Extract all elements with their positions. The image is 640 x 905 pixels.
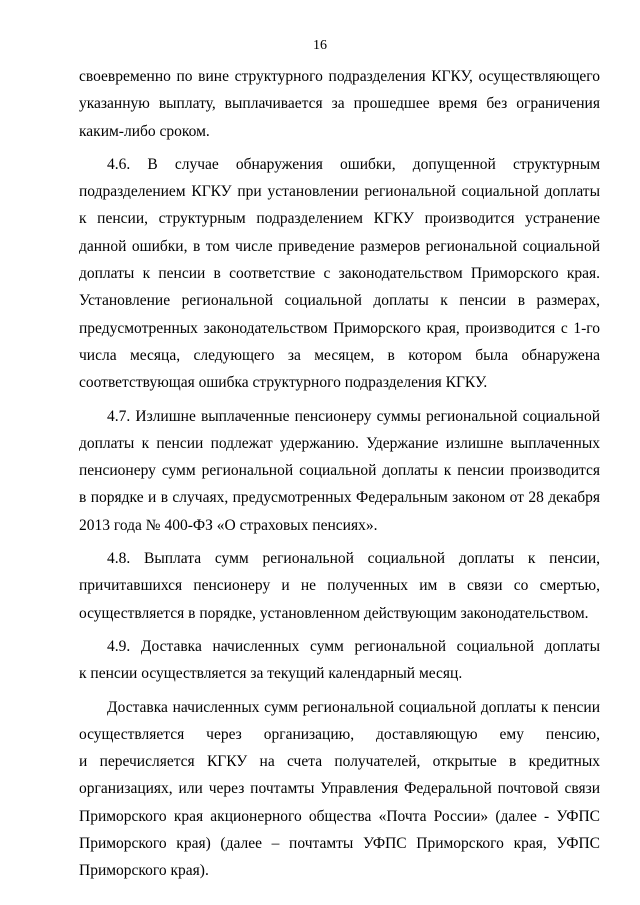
text-line: в порядке и в случаях, предусмотренных Федеральным законом от 28 декабря bbox=[79, 489, 600, 507]
text-line: 4.7. Излишне выплаченные пенсионеру суммы региональной социальной bbox=[107, 407, 600, 425]
text-line: 2013 года № 400-ФЗ «О страховых пенсиях». bbox=[79, 516, 378, 534]
text-line: своевременно по вине структурного подразделения КГКУ, осуществляющего bbox=[79, 68, 600, 85]
text-line: подразделением КГКУ при установлении региональной социальной доплаты bbox=[79, 183, 600, 201]
text-line: 4.6. В случае обнаружения ошибки, допущенной структурным bbox=[107, 155, 600, 173]
text-line: Приморского края) (далее – почтамты УФПС Приморского края, УФПС bbox=[79, 835, 600, 853]
text-line: каким-либо сроком. bbox=[79, 122, 210, 140]
paragraph-delivery bbox=[79, 694, 600, 885]
text-line: соответствующая ошибка структурного подразделения КГКУ. bbox=[79, 374, 488, 392]
text-line: доплаты к пенсии подлежат удержанию. Удержание излишне выплаченных bbox=[79, 434, 600, 452]
text-line: организациях, или через почтамты Управления Федеральной почтовой связи bbox=[79, 780, 600, 798]
text-line: данной ошибки, в том числе приведение размеров региональной социальной bbox=[79, 237, 600, 255]
text-line: причитавшихся пенсионеру и не полученных им в связи со смертью, bbox=[79, 577, 600, 595]
paragraph-4-7 bbox=[79, 403, 600, 539]
text-line: числа месяца, следующего за месяцем, в котором была обнаружена bbox=[79, 346, 600, 364]
text-line: предусмотренных законодательством Приморского края, производится с 1-го bbox=[79, 319, 600, 337]
document-body bbox=[79, 63, 600, 891]
text-line: Приморского края акционерного общества «Почта России» (далее - УФПС bbox=[79, 807, 600, 825]
text-line: и перечисляется КГКУ на счета получателей, открытые в кредитных bbox=[79, 753, 600, 771]
paragraph-continuation bbox=[79, 63, 600, 145]
text-line: указанную выплату, выплачивается за прошедшее время без ограничения bbox=[79, 95, 600, 113]
text-line: к пенсии, структурным подразделением КГКУ производится устранение bbox=[79, 210, 600, 228]
paragraph-4-9 bbox=[79, 633, 600, 688]
paragraph-4-8 bbox=[79, 545, 600, 627]
text-line: Доставка начисленных сумм региональной социальной доплаты к пенсии bbox=[107, 698, 600, 716]
text-line: осуществляется через организацию, доставляющую ему пенсию, bbox=[79, 725, 600, 743]
text-line: 4.8. Выплата сумм региональной социальной доплаты к пенсии, bbox=[107, 550, 600, 568]
text-line: осуществляется в порядке, установленном действующим законодательством. bbox=[79, 604, 589, 622]
paragraph-4-6 bbox=[79, 151, 600, 397]
text-line: доплаты к пенсии в соответствие с законодательством Приморского края. bbox=[79, 265, 600, 283]
text-line: 4.9. Доставка начисленных сумм региональной социальной доплаты bbox=[107, 637, 600, 655]
text-line: к пенсии осуществляется за текущий календарный месяц. bbox=[79, 665, 463, 683]
text-line: пенсионеру сумм региональной социальной доплаты к пенсии производится bbox=[79, 462, 600, 480]
text-line: Приморского края). bbox=[79, 862, 209, 880]
page-number: 16 bbox=[313, 38, 327, 53]
text-line: Установление региональной социальной доплаты к пенсии в размерах, bbox=[79, 292, 600, 310]
